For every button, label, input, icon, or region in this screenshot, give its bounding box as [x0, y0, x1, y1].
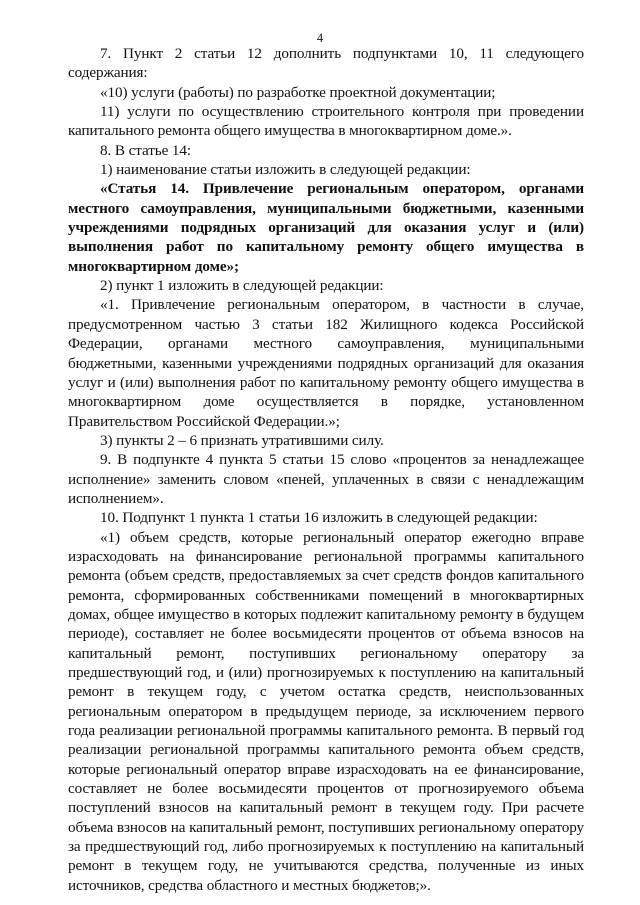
paragraph-item-8-3: 3) пункты 2 – 6 признать утратившими силу.: [100, 431, 384, 449]
paragraph-item-8: 8. В статье 14:: [100, 141, 192, 159]
paragraph-subitem-10: «10) услуги (работы) по разработке проектной документации;: [100, 83, 496, 101]
paragraph-item-8-1: 1) наименование статьи изложить в следующей редакции:: [100, 161, 471, 179]
paragraph-item-8-2: 2) пункт 1 изложить в следующей редакции:: [100, 277, 384, 295]
paragraph-article-16-subpoint-1: «1) объем средств, которые региональный оператор ежегодно вправе израсходовать на финансирование региональной программы капитального ремонта (объем средств, предоставляемых за счет средств фондов капитального ремонта, сформированных собственниками помещений в многоквартирных домах, общее имущество в которых подлежит капитальному ремонту в будущем периоде), составляет не более восьмидесяти процентов от объема взносов на капитальный ремонт, поступивших региональному оператору за предшествующий год, и (или) прогнозируемых к поступлению на капитальный ремонт в текущем году, с учетом остатка средств, неиспользованных региональным оператором в предыдущем периоде, за исключением первого года реализации региональной программы капитального ремонта. В первый год реализации региональной программы капитального ремонта объем средств, которые региональный оператор вправе израсходовать на ее финансирование, составляет не более восьмидесяти процентов от прогнозируемого объема поступлений взносов на капитальный ремонт в текущем году. При расчете объема взносов на капитальный ремонт, поступивших региональному оператору за предшествующий год, либо прогнозируемых к поступлению на капитальный ремонт в текущем году, не учитываются средства, полученные из иных источников, средства областного и местных бюджетов;».: [68, 528, 584, 894]
paragraph-item-7: 7. Пункт 2 статьи 12 дополнить подпунктами 10, 11 следующего содержания:: [68, 45, 584, 82]
document-body: [68, 44, 584, 895]
paragraph-article-14-point-1: «1. Привлечение региональным оператором, в частности в случае, предусмотренном частью 3 статьи 182 Жилищного кодекса Российской Федерации, органами местного самоуправления, муниципальными бюджетными, казенными учреждениями подрядных организаций для оказания услуг и (или) выполнения работ по капитальному ремонту общего имущества в многоквартирном доме осуществляется в порядке, установленном Правительством Российской Федерации.»;: [68, 296, 584, 430]
article-14-title: «Статья 14. Привлечение региональным оператором, органами местного самоуправления, муниципальными бюджетными, казенными учреждениями подрядных организаций для оказания услуг и (или) выполнения работ по капитальному ремонту общего имущества в многоквартирном доме»;: [68, 180, 584, 275]
paragraph-subitem-11: 11) услуги по осуществлению строительного контроля при проведении капитального ремонта общего имущества в многоквартирном доме.».: [68, 103, 584, 140]
paragraph-item-10: 10. Подпункт 1 пункта 1 статьи 16 изложить в следующей редакции:: [100, 509, 538, 527]
page-number: 4: [316, 31, 324, 45]
paragraph-item-9: 9. В подпункте 4 пункта 5 статьи 15 слово «процентов за ненадлежащее исполнение» заменить словом «пеней, уплаченных в связи с ненадлежащим исполнением».: [68, 451, 584, 507]
